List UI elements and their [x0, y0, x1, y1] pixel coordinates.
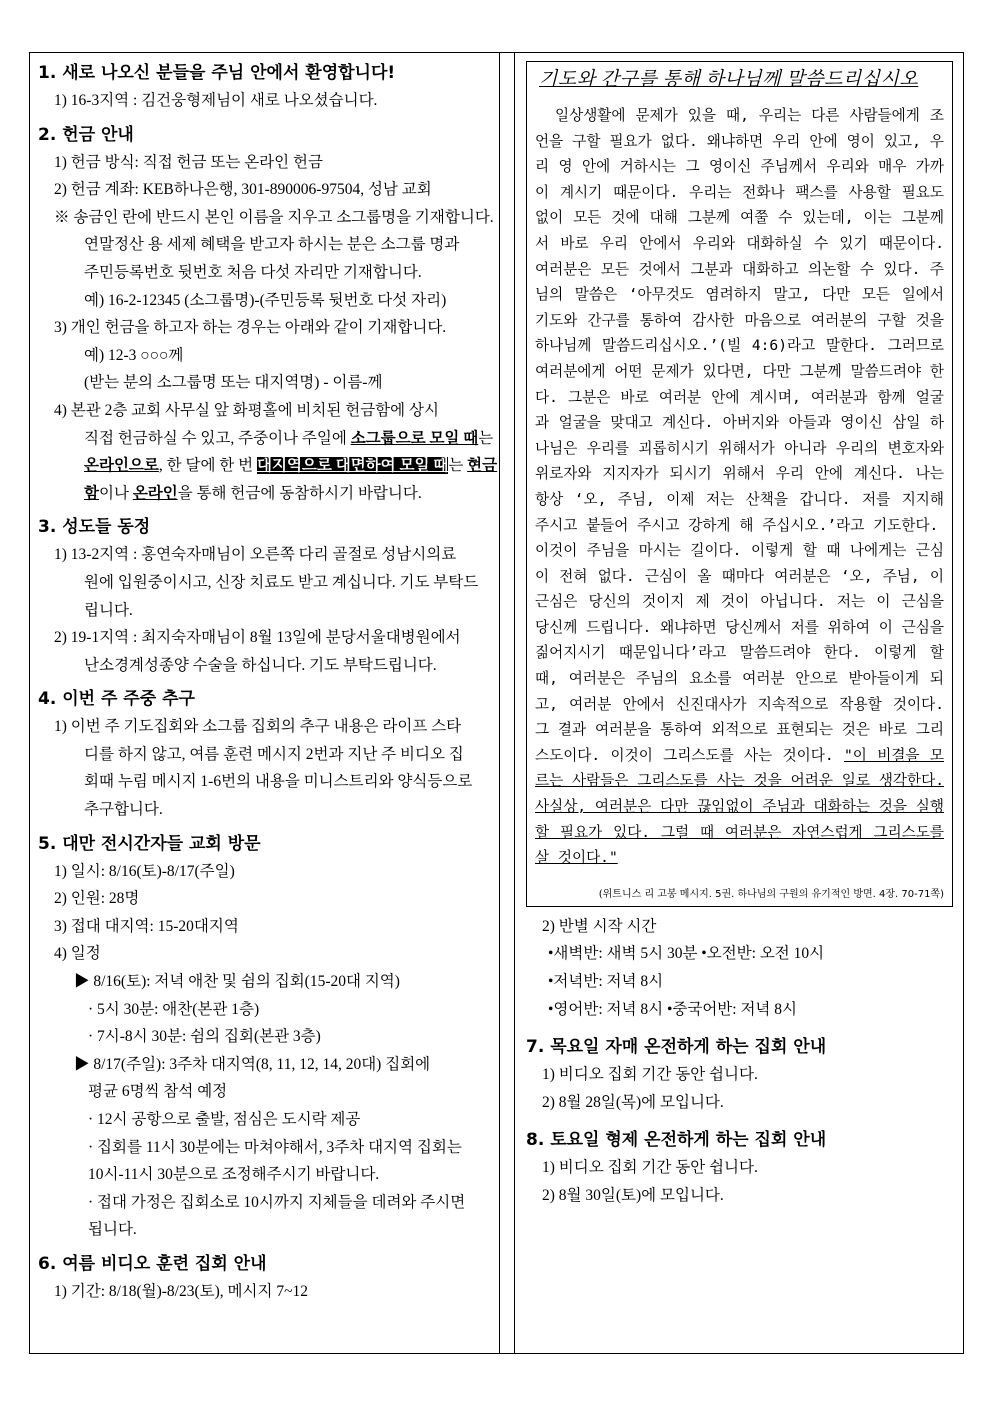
- s3-line: 원에 입원중이시고, 신장 치료도 받고 계십니다. 기도 부탁드: [84, 573, 479, 591]
- meditation-source: (위트니스 리 고봉 메시지. 5권. 하나님의 구원의 유기적인 방면. 4장. 70-71쪽): [598, 888, 944, 900]
- s5-line: 2) 인원: 28명: [54, 890, 140, 908]
- s4-line: 디를 하지 않고, 여름 훈련 메시지 2번과 지난 주 비디오 집: [84, 745, 464, 763]
- s2-line: 4) 본관 2층 교회 사무실 앞 화평홀에 비치된 헌금함에 상시: [54, 401, 439, 419]
- s6-line: 1) 기간: 8/18(월)-8/23(토), 메시지 7~12: [54, 1282, 308, 1300]
- s2-line: (받는 분의 소그룹명 또는 대지역명) - 이름-께: [84, 374, 383, 392]
- s6-cont-line: 2) 반별 시작 시간: [542, 917, 657, 935]
- s5-line: · 집회를 11시 30분에는 마쳐야해서, 3주차 대지역 집회는: [88, 1138, 462, 1156]
- s2-line: 주민등록번호 뒷번호 처음 다섯 자리만 기재합니다.: [84, 263, 422, 281]
- column-gutter: [500, 53, 515, 1353]
- s4-line: 1) 이번 주 기도집회와 소그룹 집회의 추구 내용은 라이프 스타: [54, 718, 462, 736]
- left-column: [30, 53, 500, 1353]
- bulletin-frame: [29, 52, 964, 1354]
- s8-line: 1) 비디오 집회 기간 동안 쉽니다.: [542, 1159, 758, 1177]
- s2-line: 함이나 온라인을 통해 헌금에 동참하시기 바랍니다.: [84, 484, 422, 502]
- s5-line: 4) 일정: [54, 945, 101, 963]
- s5-line: · 7시-8시 30분: 쉼의 집회(본관 3층): [88, 1028, 321, 1046]
- s5-line: 1) 일시: 8/16(토)-8/17(주일): [54, 862, 235, 880]
- s2-line: 온라인으로, 한 달에 한 번 대지역으로 대면하여 모일 때는 현금: [84, 457, 498, 475]
- s2-line: 예) 16-2-12345 (소그룹명)-(주민등록 뒷번호 다섯 자리): [84, 291, 447, 309]
- meditation-paragraph-2: 이것이 주님을 마시는 길이다. 이렇게 할 때 나에게는 근심이 전혀 없다. 근심이 올 때마다 여러분은 ‘오, 주님, 이 근심은 당신의 것이지 제 것이 아닙니다. 저는 이 근심을 당신께 드립니다. 왜냐하면 당신께서 저를 위하여 이 근심을 짊어지시기 때문입니다’라고 말씀드려야 한다. 이렇게 할 때, 여러분은 주님의 요소를 여러분 안으로 받아들이게 되고, 여러분 안에서 신진대사가 지속적으로 작용할 것이다. 그 결과 여러분을 통하여 외적으로 표현되는 것은 바로 그리스도이다. 이것이 그리스도를 사는 것이다. "이 비결을 모르는 사람들은 그리스도를 사는 것을 어려운 일로 생각한다. 사실상, 여러분은 다만 끊임없이 주님과 대화하는 것을 실행할 필요가 있다. 그럴 때 여러분은 자연스럽게 그리스도를 살 것이다.": [535, 542, 944, 867]
- s5-line: 평균 6명씩 참석 예정: [88, 1083, 228, 1101]
- right-column: [516, 53, 963, 1353]
- meditation-title: 기도와 간구를 통해 하나님께 말씀드리십시오: [539, 69, 919, 90]
- s5-line: 됩니다.: [88, 1221, 137, 1239]
- s3-line: 2) 19-1지역 : 최지숙자매님이 8월 13일에 분당서울대병원에서: [54, 629, 461, 647]
- s5-line: · 접대 가정은 집회소로 10시까지 지체들을 데려와 주시면: [88, 1193, 466, 1211]
- s2-line: ※ 송금인 란에 반드시 본인 이름을 지우고 소그룹명을 기재합니다.: [54, 208, 494, 226]
- s3-line: 1) 13-2지역 : 홍연숙자매님이 오른쪽 다리 골절로 성남시의료: [54, 546, 457, 564]
- s4-line: 회때 누림 메시지 1-6번의 내용을 미니스트리와 양식등으로: [84, 773, 473, 791]
- meditation-box: [526, 61, 953, 907]
- s7-line: 1) 비디오 집회 기간 동안 쉽니다.: [542, 1066, 758, 1084]
- section-3-title: 3. 성도들 동정: [38, 517, 151, 538]
- s5-line: · 5시 30분: 애찬(본관 1층): [88, 1000, 260, 1018]
- section-5-title: 5. 대만 전시간자들 교회 방문: [38, 833, 261, 854]
- section-4-title: 4. 이번 주 주중 추구: [38, 689, 195, 710]
- s6-cont-line: •저녁반: 저녁 8시: [548, 973, 664, 990]
- s6-cont-line: •영어반: 저녁 8시 •중국어반: 저녁 8시: [548, 1000, 797, 1018]
- s2-line: 3) 개인 헌금을 하고자 하는 경우는 아래와 같이 기재합니다.: [54, 319, 447, 337]
- s5-line: · 12시 공항으로 출발, 점심은 도시락 제공: [88, 1111, 361, 1128]
- s5-line: 3) 접대 대지역: 15-20대지역: [54, 917, 239, 935]
- section-2-title: 2. 헌금 안내: [38, 124, 134, 145]
- s5-line: ▶ 8/16(토): 저녁 애찬 및 쉼의 집회(15-20대 지역): [74, 973, 400, 991]
- section-1-title: 1. 새로 나오신 분들을 주님 안에서 환영합니다!: [38, 63, 396, 83]
- s5-line: ▶ 8/17(주일): 3주차 대지역(8, 11, 12, 14, 20대) 집회에: [74, 1055, 431, 1073]
- s2-line: 2) 헌금 계좌: KEB하나은행, 301-890006-97504, 성남 교회: [54, 181, 432, 199]
- section-6-title: 6. 여름 비디오 훈련 집회 안내: [38, 1253, 267, 1274]
- s5-line: 10시-11시 30분으로 조정해주시기 바랍니다.: [88, 1166, 380, 1184]
- s2-line: 예) 12-3 ○○○께: [84, 346, 184, 364]
- s2-line: 1) 헌금 방식: 직접 헌금 또는 온라인 헌금: [54, 153, 323, 171]
- s7-line: 2) 8월 28일(목)에 모입니다.: [542, 1093, 724, 1111]
- s6-cont-line: •새벽반: 새벽 5시 30분 •오전반: 오전 10시: [548, 945, 825, 963]
- s4-line: 추구합니다.: [84, 801, 163, 819]
- s2-line: 연말정산 용 세제 혜택을 받고자 하시는 분은 소그룹 명과: [84, 236, 460, 254]
- s3-line: 난소경계성종양 수술을 하십니다. 기도 부탁드립니다.: [84, 656, 437, 674]
- section-7-title: 7. 목요일 자매 온전하게 하는 집회 안내: [526, 1037, 827, 1058]
- s3-line: 립니다.: [84, 601, 133, 619]
- meditation-paragraph-1: 일상생활에 문제가 있을 때, 우리는 다른 사람들에게 조언을 구할 필요가 없다. 왜냐하면 우리 안에 영이 있고, 우리 영 안에 거하시는 그 영이신 주님께서 우리와 매우 가까이 계시기 때문이다. 우리는 전화나 팩스를 사용할 필요도 없이 모든 것에 대해 그분께 여쭐 수 있는데, 이는 그분께서 바로 우리 안에서 우리와 대화하실 수 있기 때문이다. 여러분은 모든 것에서 그분과 대화하고 의논할 수 있다. 주님의 말씀은 ‘아무것도 염려하지 말고, 다만 모든 일에서 기도와 간구를 통하여 감사한 마음으로 여러분의 구할 것을 하나님께 말씀드리십시오.’(빌 4:6)라고 말한다. 그러므로 여러분에게 어떤 문제가 있다면, 다만 그분께 말씀드려야 한다. 그분은 바로 여러분 안에 계시며, 여러분과 함께 얼굴과 얼굴을 맞대고 계신다. 아버지와 아들과 영이신 삼일 하나님은 우리를 괴롭히시기 위해서가 아니라 우리의 변호자와 위로자와 지지자가 되시기 위해서 우리 안에 계신다. 나는 항상 ‘오, 주님, 이제 저는 산책을 갑니다. 저를 지지해 주시고 붙들어 주시고 강하게 해 주십시오.’라고 기도한다.: [535, 107, 944, 534]
- s2-line: 직접 헌금하실 수 있고, 주중이나 주일에 소그룹으로 모일 때는: [84, 429, 494, 447]
- s1-line: 1) 16-3지역 : 김건웅형제님이 새로 나오셨습니다.: [54, 92, 378, 109]
- section-8-title: 8. 토요일 형제 온전하게 하는 집회 안내: [526, 1130, 827, 1151]
- s8-line: 2) 8월 30일(토)에 모입니다.: [542, 1186, 724, 1204]
